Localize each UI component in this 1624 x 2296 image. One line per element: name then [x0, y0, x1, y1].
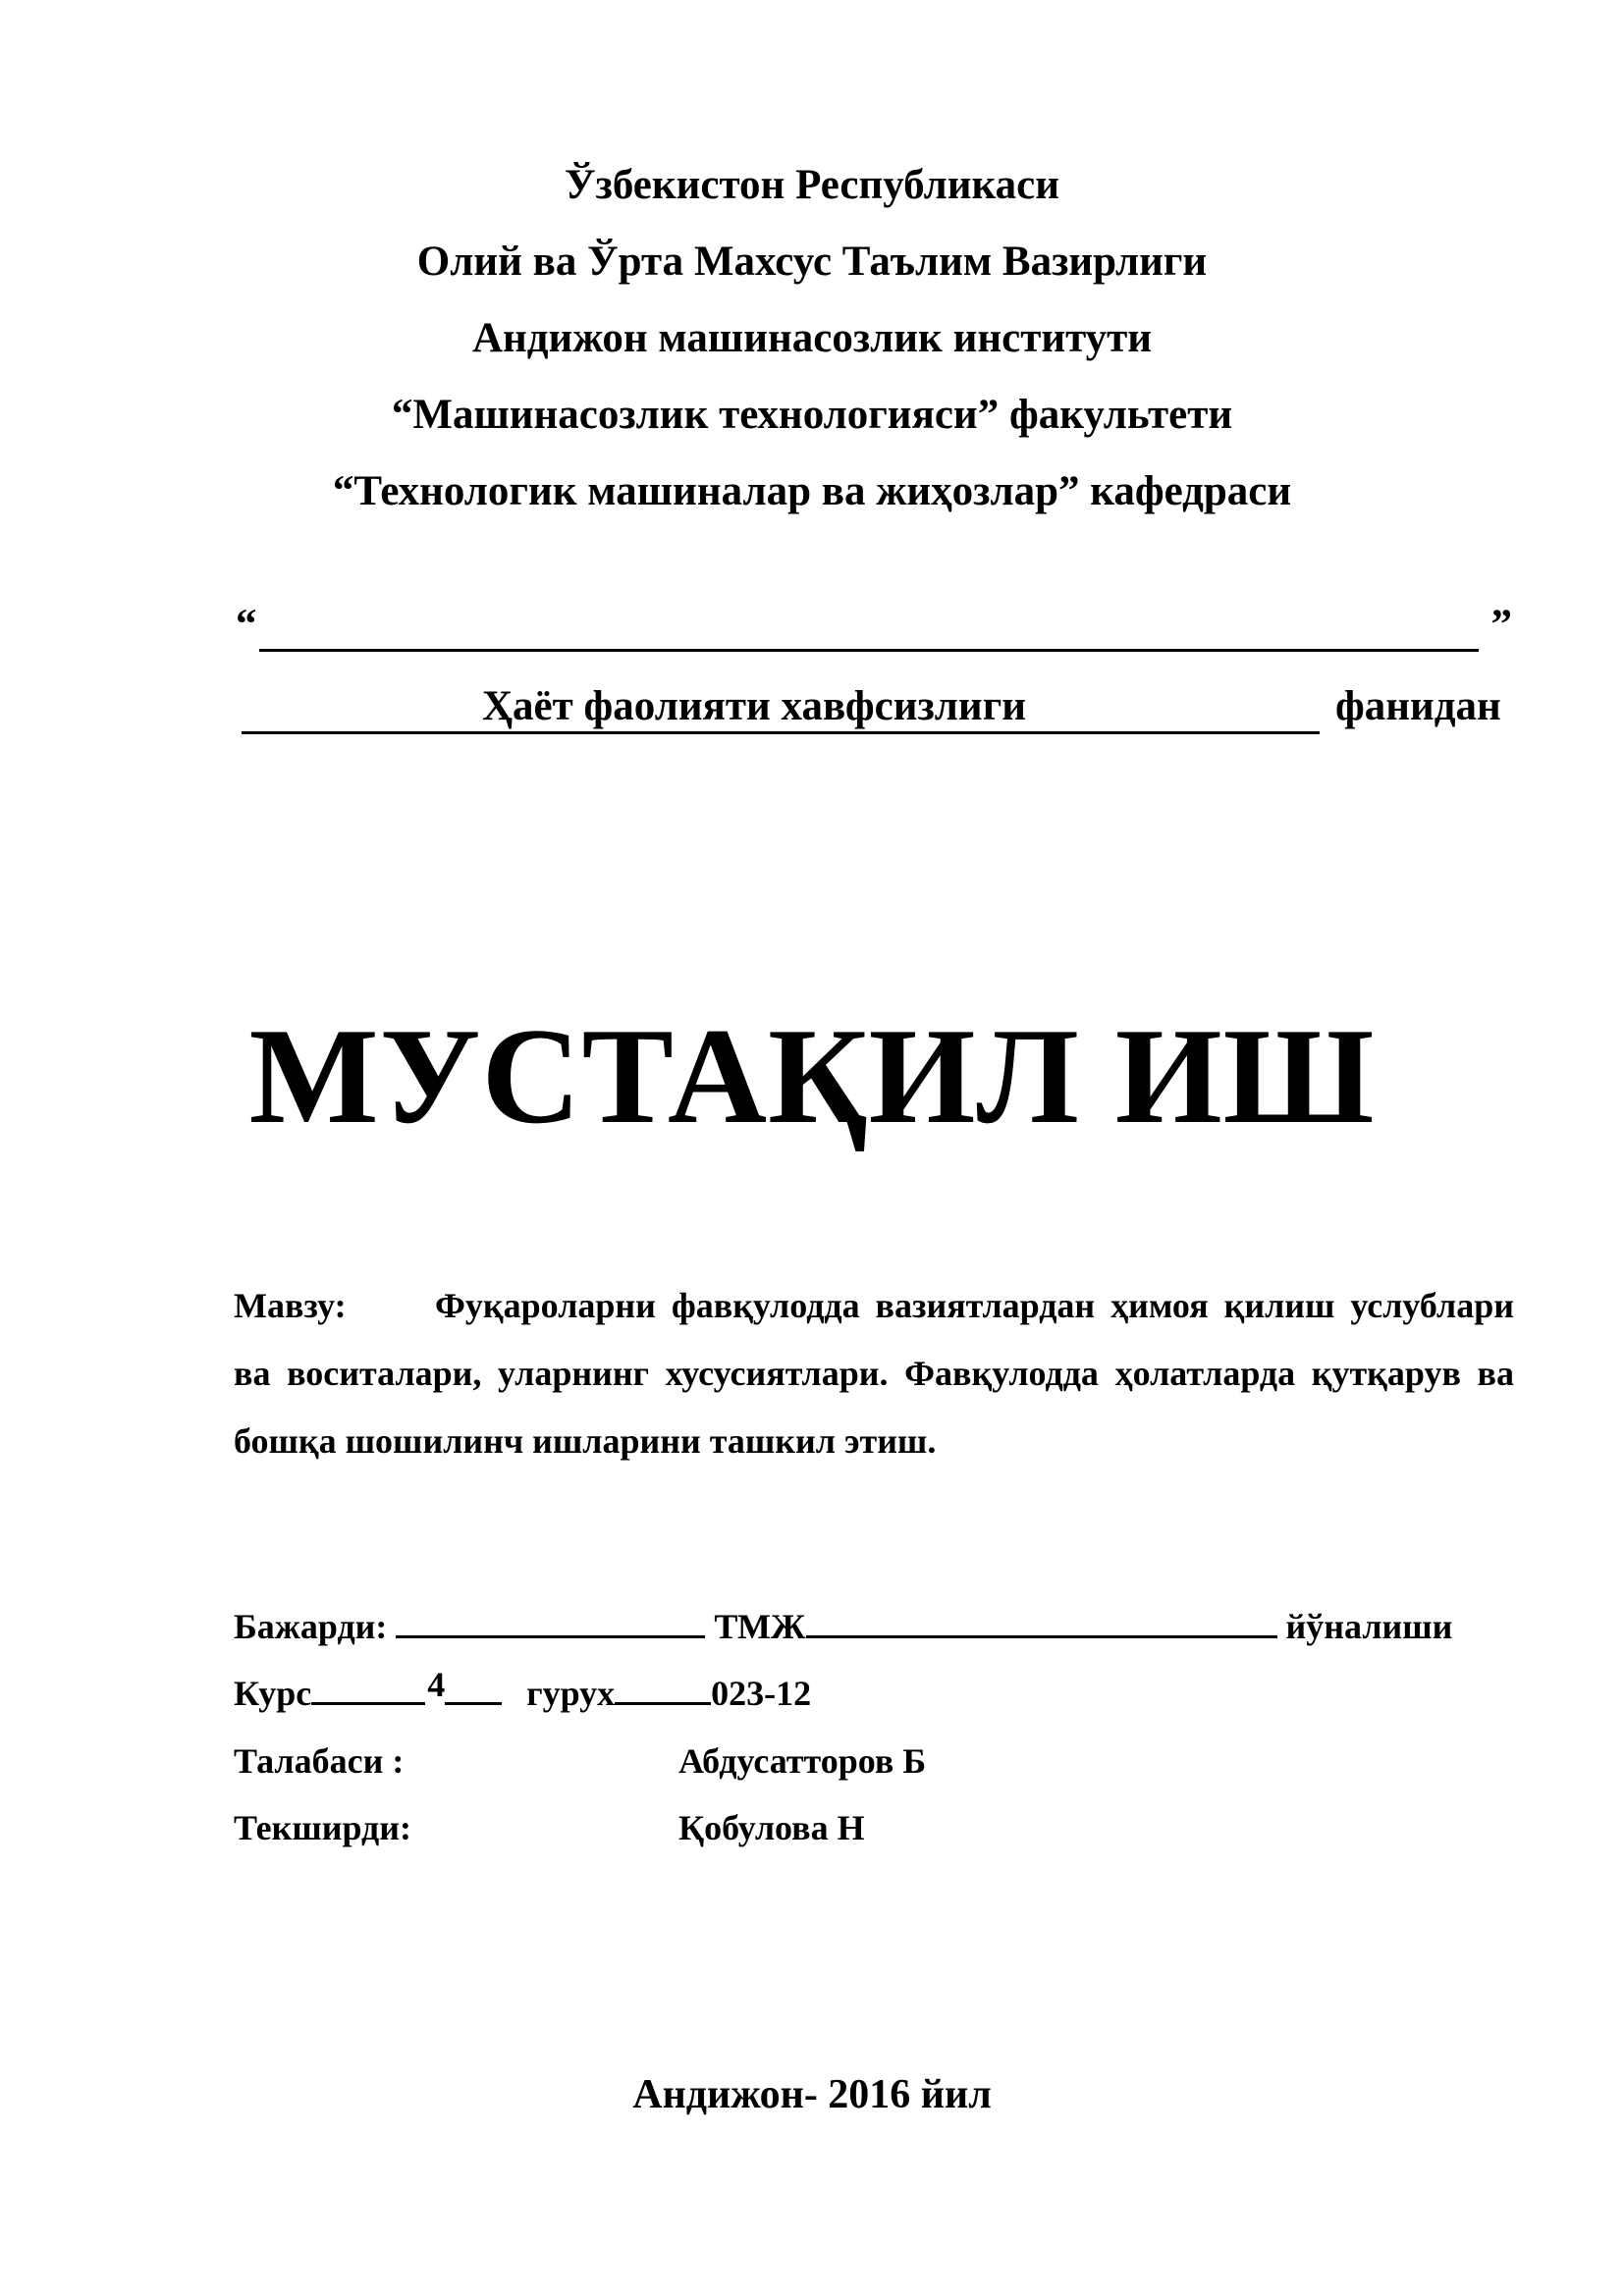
topic-label: Мавзу:: [234, 1286, 347, 1325]
document-title: МУСТАҚИЛ ИШ: [248, 1000, 1376, 1152]
kurs-blank-2: [445, 1673, 502, 1705]
student-name: Абдусатторов Б: [678, 1741, 927, 1781]
checker-name: Қобулова Н: [678, 1808, 865, 1847]
checker-row: [234, 1807, 1019, 1856]
blank-quote-line: [236, 601, 1512, 660]
bajardi-row: [234, 1606, 1452, 1647]
bajardi-blank: [396, 1606, 705, 1638]
bajardi-label: Бажарди:: [234, 1607, 388, 1646]
institute-line: Андижон машинасозлик институти: [471, 315, 1153, 361]
subject-underline: [242, 731, 1320, 734]
student-label: Талабаси :: [234, 1741, 405, 1781]
ministry-line: Олий ва Ўрта Махсус Таълим Вазирлиги: [416, 239, 1208, 285]
subject-line: [242, 682, 1518, 743]
subject-suffix: фанидан: [1335, 683, 1501, 729]
kurs-value: 4: [427, 1665, 446, 1704]
city-year: Андижон- 2016 йил: [632, 2072, 992, 2117]
subject-name: Ҳаёт фаолияти хавфсизлиги: [482, 683, 1027, 729]
group-label: гурух: [526, 1674, 616, 1713]
checker-label: Текширди:: [234, 1808, 411, 1847]
close-quote: ”: [1490, 602, 1512, 648]
open-quote: “: [236, 602, 257, 648]
blank-underline: [259, 649, 1479, 652]
direction-suffix: йўналиши: [1285, 1607, 1453, 1646]
country-line: Ўзбекистон Республикаси: [565, 162, 1059, 208]
topic-text: Фуқароларни фавқулодда вазиятлардан ҳимоя қилиш услублари ва воситалари, уларнинг хусусиятлари. Фавқулодда ҳолатларда қутқарув ва бошқа шошилинч ишларини ташкил этиш.: [234, 1286, 1514, 1461]
direction-blank: [806, 1606, 1277, 1638]
faculty-line: “Машинасозлик технологияси” факультети: [391, 392, 1233, 438]
kurs-label: Курс: [234, 1674, 312, 1713]
topic-paragraph: [234, 1272, 1514, 1475]
institution-header: [0, 147, 1624, 530]
kurs-row: [234, 1665, 812, 1714]
kurs-blank: [311, 1665, 446, 1705]
department-line: “Технологик машиналар ва жиҳозлар” кафедраси: [332, 468, 1292, 514]
student-row: [234, 1740, 1019, 1789]
group-blank: [615, 1673, 711, 1705]
group-value: 023-12: [711, 1674, 812, 1713]
direction-code: ТМЖ: [714, 1607, 806, 1646]
